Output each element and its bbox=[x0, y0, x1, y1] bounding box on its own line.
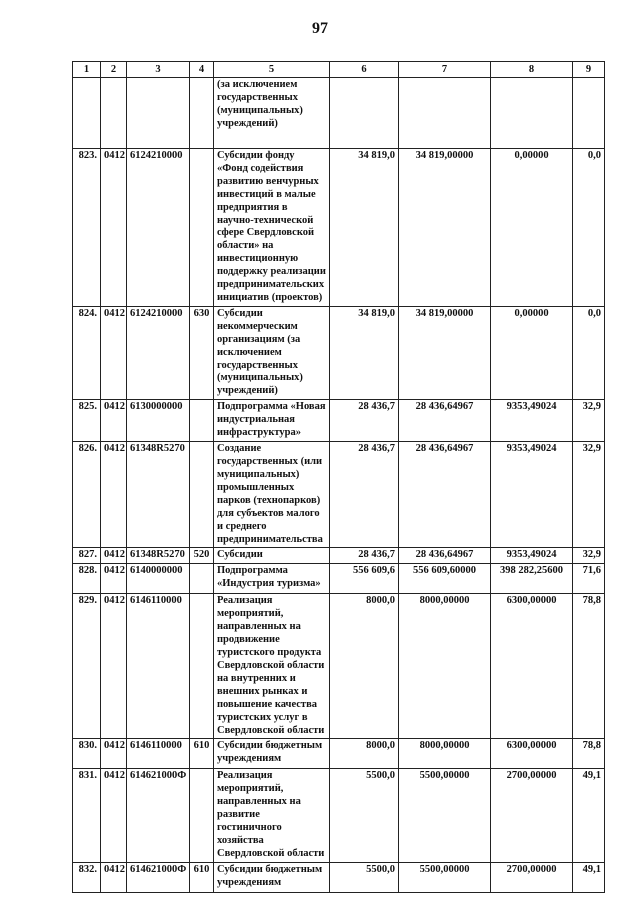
expense-type-cell bbox=[190, 594, 214, 739]
table-row bbox=[73, 442, 605, 548]
target-code-cell: 6146110000 bbox=[127, 739, 190, 769]
row-number-cell: 827. bbox=[73, 548, 101, 564]
description-cell: (за исключением государственных (муниципальных) учреждений) bbox=[214, 78, 330, 149]
adjusted-amount-cell: 5500,00000 bbox=[399, 862, 491, 892]
percent-cell: 78,8 bbox=[573, 739, 605, 769]
executed-amount-cell: 398 282,25600 bbox=[491, 564, 573, 594]
row-number-cell: 825. bbox=[73, 400, 101, 442]
expense-type-cell: 520 bbox=[190, 548, 214, 564]
table-row bbox=[73, 862, 605, 892]
adjusted-amount-cell: 28 436,64967 bbox=[399, 400, 491, 442]
description-cell: Субсидии некоммерческим организациям (за исключением государственных (муниципальных) учреждений) bbox=[214, 306, 330, 399]
column-header: 1 bbox=[73, 62, 101, 78]
section-code-cell: 0412 bbox=[101, 548, 127, 564]
expense-type-cell bbox=[190, 769, 214, 862]
percent-cell: 49,1 bbox=[573, 862, 605, 892]
adjusted-amount-cell: 8000,00000 bbox=[399, 594, 491, 739]
target-code-cell bbox=[127, 78, 190, 149]
section-code-cell: 0412 bbox=[101, 564, 127, 594]
row-number-cell: 824. bbox=[73, 306, 101, 399]
description-cell: Субсидии бюджетным учреждениям bbox=[214, 739, 330, 769]
percent-cell: 32,9 bbox=[573, 442, 605, 548]
adjusted-amount-cell: 34 819,00000 bbox=[399, 306, 491, 399]
table-row bbox=[73, 400, 605, 442]
row-number-cell bbox=[73, 78, 101, 149]
adjusted-amount-cell: 5500,00000 bbox=[399, 769, 491, 862]
target-code-cell: 6124210000 bbox=[127, 306, 190, 399]
column-header: 6 bbox=[330, 62, 399, 78]
percent-cell: 32,9 bbox=[573, 400, 605, 442]
percent-cell: 78,8 bbox=[573, 594, 605, 739]
approved-amount-cell: 34 819,0 bbox=[330, 306, 399, 399]
percent-cell: 0,0 bbox=[573, 149, 605, 307]
section-code-cell: 0412 bbox=[101, 594, 127, 739]
adjusted-amount-cell: 34 819,00000 bbox=[399, 149, 491, 307]
row-number-cell: 823. bbox=[73, 149, 101, 307]
approved-amount-cell: 28 436,7 bbox=[330, 548, 399, 564]
approved-amount-cell: 8000,0 bbox=[330, 739, 399, 769]
expense-type-cell bbox=[190, 78, 214, 149]
row-number-cell: 829. bbox=[73, 594, 101, 739]
percent-cell: 0,0 bbox=[573, 306, 605, 399]
description-cell: Подпрограмма «Индустрия туризма» bbox=[214, 564, 330, 594]
percent-cell: 32,9 bbox=[573, 548, 605, 564]
approved-amount-cell: 556 609,6 bbox=[330, 564, 399, 594]
budget-table bbox=[72, 61, 605, 893]
target-code-cell: 61348R5270 bbox=[127, 442, 190, 548]
table-row bbox=[73, 564, 605, 594]
section-code-cell: 0412 bbox=[101, 442, 127, 548]
table-row bbox=[73, 739, 605, 769]
target-code-cell: 6146110000 bbox=[127, 594, 190, 739]
expense-type-cell bbox=[190, 149, 214, 307]
percent-cell bbox=[573, 78, 605, 149]
executed-amount-cell: 6300,00000 bbox=[491, 739, 573, 769]
row-number-cell: 826. bbox=[73, 442, 101, 548]
row-number-cell: 828. bbox=[73, 564, 101, 594]
table-row bbox=[73, 78, 605, 149]
section-code-cell: 0412 bbox=[101, 149, 127, 307]
row-number-cell: 831. bbox=[73, 769, 101, 862]
executed-amount-cell: 0,00000 bbox=[491, 306, 573, 399]
executed-amount-cell: 2700,00000 bbox=[491, 769, 573, 862]
section-code-cell: 0412 bbox=[101, 400, 127, 442]
column-header: 9 bbox=[573, 62, 605, 78]
section-code-cell: 0412 bbox=[101, 862, 127, 892]
description-cell: Субсидии фонду «Фонд содействия развитию венчурных инвестиций в малые предприятия в научно-технической сфере Свердловской области» на инвестиционную поддержку реализации предпринимательских инициатив (проектов) bbox=[214, 149, 330, 307]
section-code-cell: 0412 bbox=[101, 739, 127, 769]
column-header: 4 bbox=[190, 62, 214, 78]
column-header: 3 bbox=[127, 62, 190, 78]
table-row bbox=[73, 149, 605, 307]
executed-amount-cell: 9353,49024 bbox=[491, 400, 573, 442]
expense-type-cell bbox=[190, 442, 214, 548]
expense-type-cell: 630 bbox=[190, 306, 214, 399]
approved-amount-cell: 28 436,7 bbox=[330, 442, 399, 548]
executed-amount-cell bbox=[491, 78, 573, 149]
adjusted-amount-cell: 8000,00000 bbox=[399, 739, 491, 769]
executed-amount-cell: 9353,49024 bbox=[491, 548, 573, 564]
adjusted-amount-cell: 28 436,64967 bbox=[399, 442, 491, 548]
target-code-cell: 6140000000 bbox=[127, 564, 190, 594]
target-code-cell: 61348R5270 bbox=[127, 548, 190, 564]
row-number-cell: 832. bbox=[73, 862, 101, 892]
percent-cell: 71,6 bbox=[573, 564, 605, 594]
table-row bbox=[73, 769, 605, 862]
adjusted-amount-cell: 28 436,64967 bbox=[399, 548, 491, 564]
target-code-cell: 614621000Ф bbox=[127, 769, 190, 862]
approved-amount-cell: 8000,0 bbox=[330, 594, 399, 739]
expense-type-cell bbox=[190, 400, 214, 442]
adjusted-amount-cell bbox=[399, 78, 491, 149]
approved-amount-cell: 34 819,0 bbox=[330, 149, 399, 307]
executed-amount-cell: 2700,00000 bbox=[491, 862, 573, 892]
column-header: 2 bbox=[101, 62, 127, 78]
section-code-cell bbox=[101, 78, 127, 149]
table-row bbox=[73, 306, 605, 399]
table-row bbox=[73, 548, 605, 564]
description-cell: Реализация мероприятий, направленных на развитие гостиничного хозяйства Свердловской области bbox=[214, 769, 330, 862]
description-cell: Создание государственных (или муниципальных) промышленных парков (технопарков) для субъектов малого и среднего предпринимательства bbox=[214, 442, 330, 548]
target-code-cell: 614621000Ф bbox=[127, 862, 190, 892]
expense-type-cell: 610 bbox=[190, 739, 214, 769]
target-code-cell: 6124210000 bbox=[127, 149, 190, 307]
adjusted-amount-cell: 556 609,60000 bbox=[399, 564, 491, 594]
description-cell: Субсидии бюджетным учреждениям bbox=[214, 862, 330, 892]
expense-type-cell: 610 bbox=[190, 862, 214, 892]
executed-amount-cell: 6300,00000 bbox=[491, 594, 573, 739]
column-header: 5 bbox=[214, 62, 330, 78]
executed-amount-cell: 0,00000 bbox=[491, 149, 573, 307]
approved-amount-cell: 5500,0 bbox=[330, 862, 399, 892]
section-code-cell: 0412 bbox=[101, 306, 127, 399]
header-row bbox=[73, 62, 605, 78]
executed-amount-cell: 9353,49024 bbox=[491, 442, 573, 548]
expense-type-cell bbox=[190, 564, 214, 594]
percent-cell: 49,1 bbox=[573, 769, 605, 862]
description-cell: Подпрограмма «Новая индустриальная инфраструктура» bbox=[214, 400, 330, 442]
table-row bbox=[73, 594, 605, 739]
approved-amount-cell: 28 436,7 bbox=[330, 400, 399, 442]
target-code-cell: 6130000000 bbox=[127, 400, 190, 442]
section-code-cell: 0412 bbox=[101, 769, 127, 862]
column-header: 8 bbox=[491, 62, 573, 78]
approved-amount-cell: 5500,0 bbox=[330, 769, 399, 862]
approved-amount-cell bbox=[330, 78, 399, 149]
page-number: 97 bbox=[312, 20, 328, 37]
row-number-cell: 830. bbox=[73, 739, 101, 769]
column-header: 7 bbox=[399, 62, 491, 78]
description-cell: Субсидии bbox=[214, 548, 330, 564]
description-cell: Реализация мероприятий, направленных на продвижение туристского продукта Свердловской области на внутренних и внешних рынках и повышение качества туристских услуг в Свердловской области bbox=[214, 594, 330, 739]
